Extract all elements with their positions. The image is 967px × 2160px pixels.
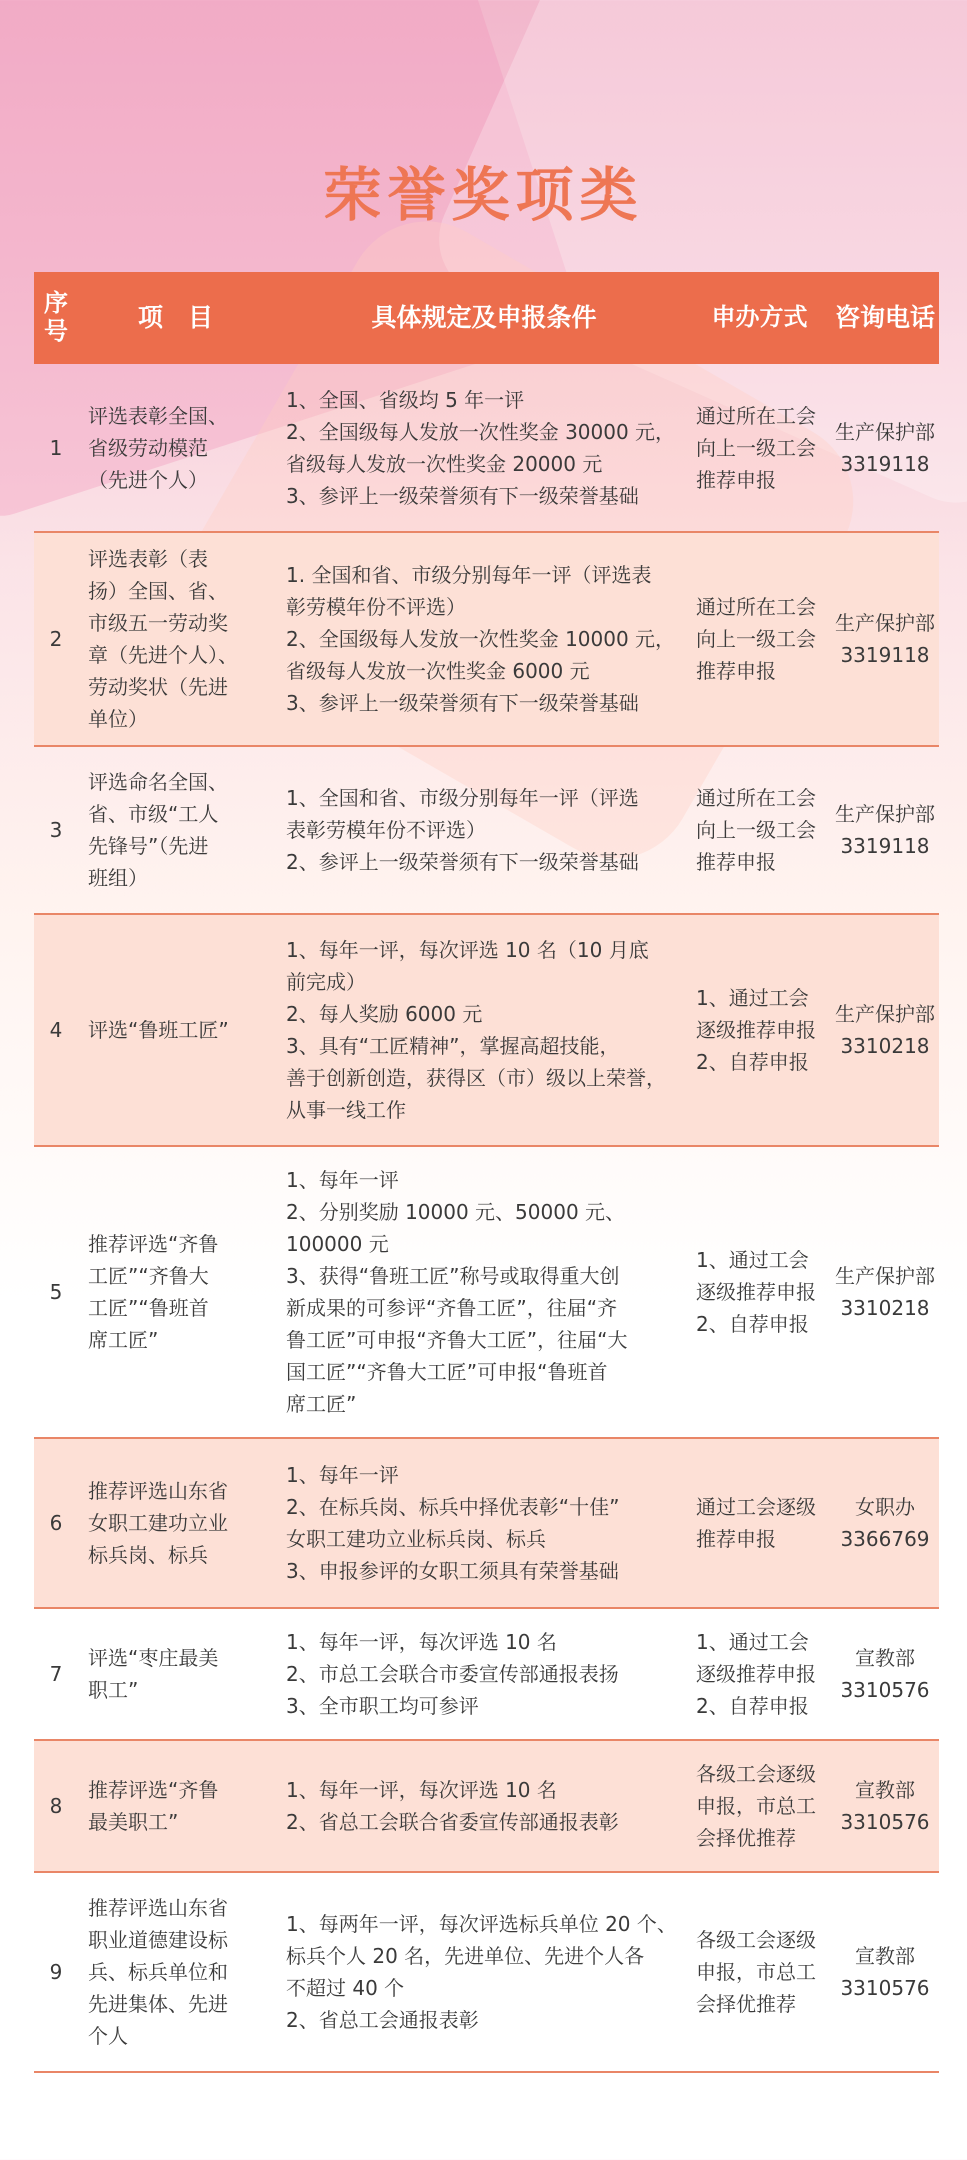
rule-line: 善于创新创造，获得区（市）级以上荣誉， [286,1066,666,1090]
method-line: 会择优推荐 [696,1992,796,2016]
project-line: 推荐评选“齐鲁 [88,1778,219,1802]
contact-line: 生产保护部 [835,419,935,444]
rule-line: 彰劳模年份不评选） [286,595,466,619]
project-line: 省级劳动模范 [88,435,208,460]
rule-line: 3、参评上一级荣誉须有下一级荣誉基础 [286,691,639,715]
method-cell [688,1740,831,1872]
project-line: 章（先进个人）、 [88,643,238,667]
project-line: 职业道德建设标 [88,1928,228,1952]
project-cell [78,1146,280,1438]
rule-line: 2、全国级每人发放一次性奖金 10000 元， [286,627,676,651]
rule-line: 前完成） [286,970,366,994]
project-cell [78,364,280,532]
project-line: 劳动奖状（先进 [88,675,228,699]
project-cell [78,1438,280,1608]
contact-cell [831,1438,939,1608]
contact-line: 3310218 [840,1296,930,1320]
project-line: 标兵岗、标兵 [88,1543,208,1567]
table-row [34,746,939,914]
method-line: 逐级推荐申报 [696,1280,816,1304]
rule-line: 3、获得“鲁班工匠”称号或取得重大创 [286,1264,620,1288]
rule-line: 1. 全国和省、市级分别每年一评（评选表 [286,563,652,587]
method-line: 推荐申报 [696,850,776,874]
project-cell [78,914,280,1146]
rule-line: 2、省总工会联合省委宣传部通报表彰 [286,1810,619,1834]
table-row [34,1146,939,1438]
rule-line: 新成果的可参评“齐鲁工匠”，往届“齐 [286,1296,618,1320]
method-line: 2、自荐申报 [696,1694,809,1718]
project-line: 市级五一劳动奖 [88,611,228,635]
rules-cell [280,1740,688,1872]
rule-line: 1、全国、省级均 5 年一评 [286,387,525,412]
project-line: 扬）全国、省、 [88,579,228,603]
row-number: 7 [34,1608,78,1740]
rule-line: 2、市总工会联合市委宣传部通报表扬 [286,1662,619,1686]
row-number: 8 [34,1740,78,1872]
project-line: 推荐评选山东省 [88,1896,228,1920]
contact-line: 3310576 [840,1976,930,2000]
method-line: 各级工会逐级 [696,1928,816,1952]
method-cell [688,746,831,914]
contact-cell [831,1872,939,2072]
rules-cell [280,1438,688,1608]
rules-cell [280,1608,688,1740]
method-line: 2、自荐申报 [696,1312,809,1336]
contact-line: 生产保护部 [835,611,935,635]
rule-line: 1、每两年一评，每次评选标兵单位 20 个、 [286,1912,677,1936]
contact-line: 女职办 [855,1495,915,1519]
rule-line: 3、参评上一级荣誉须有下一级荣誉基础 [286,483,639,508]
contact-line: 3310576 [840,1810,930,1834]
contact-cell [831,1146,939,1438]
table-row [34,1872,939,2072]
project-line: 先进集体、先进 [88,1992,228,2016]
method-line: 1、通过工会 [696,1630,809,1654]
method-line: 向上一级工会 [696,627,816,651]
row-number: 4 [34,914,78,1146]
method-line: 逐级推荐申报 [696,1018,816,1042]
rule-line: 2、每人奖励 6000 元 [286,1002,483,1026]
rules-cell [280,914,688,1146]
row-number: 6 [34,1438,78,1608]
rule-line: 女职工建功立业标兵岗、标兵 [286,1527,546,1551]
project-line: （先进个人） [88,467,208,492]
contact-cell [831,1608,939,1740]
rule-line: 2、参评上一级荣誉须有下一级荣誉基础 [286,850,639,874]
method-line: 会择优推荐 [696,1826,796,1850]
awards-table [34,272,939,2073]
rule-line: 3、具有“工匠精神”，掌握高超技能， [286,1034,620,1058]
project-line: 评选表彰全国、 [88,403,228,428]
project-line: 工匠”“齐鲁大 [88,1264,209,1288]
method-cell [688,532,831,746]
project-line: 评选命名全国、 [88,770,228,794]
row-number: 2 [34,532,78,746]
header-rules: 具体规定及申报条件 [280,272,688,364]
rules-cell [280,364,688,532]
row-number: 3 [34,746,78,914]
rule-line: 1、每年一评 [286,1168,399,1192]
project-line: 推荐评选“齐鲁 [88,1232,219,1256]
table-row [34,532,939,746]
method-line: 申报，市总工 [696,1794,816,1818]
contact-cell [831,914,939,1146]
header-method: 申办方式 [688,272,831,364]
rule-line: 标兵个人 20 名，先进单位、先进个人各 [286,1944,645,1968]
table-row [34,1438,939,1608]
method-line: 1、通过工会 [696,1248,809,1272]
method-line: 各级工会逐级 [696,1762,816,1786]
project-line: 班组） [88,866,148,890]
row-number: 1 [34,364,78,532]
contact-cell [831,1740,939,1872]
rule-line: 3、申报参评的女职工须具有荣誉基础 [286,1559,619,1583]
rule-line: 省级每人发放一次性奖金 20000 元 [286,451,603,476]
rule-line: 国工匠”“齐鲁大工匠”可申报“鲁班首 [286,1360,608,1384]
project-line: 席工匠” [88,1328,159,1352]
contact-cell [831,746,939,914]
rule-line: 2、在标兵岗、标兵中择优表彰“十佳” [286,1495,620,1519]
rule-line: 1、每年一评，每次评选 10 名 [286,1630,557,1654]
method-line: 2、自荐申报 [696,1050,809,1074]
header-project: 项 目 [78,272,280,364]
row-number: 5 [34,1146,78,1438]
contact-cell [831,364,939,532]
contact-line: 3319118 [840,451,930,476]
rule-line: 100000 元 [286,1232,389,1256]
contact-line: 3319118 [840,834,930,858]
method-line: 向上一级工会 [696,818,816,842]
rule-line: 2、分别奖励 10000 元、50000 元、 [286,1200,626,1224]
row-number: 9 [34,1872,78,2072]
method-line: 申报，市总工 [696,1960,816,1984]
method-line: 推荐申报 [696,467,776,492]
rule-line: 席工匠” [286,1392,357,1416]
method-cell [688,1146,831,1438]
project-line: 个人 [88,2024,128,2048]
method-line: 通过所在工会 [696,595,816,619]
project-line: 兵、标兵单位和 [88,1960,228,1984]
contact-line: 3310218 [840,1034,930,1058]
rule-line: 表彰劳模年份不评选） [286,818,486,842]
project-line: 推荐评选山东省 [88,1479,228,1503]
rule-line: 1、每年一评，每次评选 10 名（10 月底 [286,938,649,962]
rule-line: 2、全国级每人发放一次性奖金 30000 元， [286,419,676,444]
method-cell [688,1872,831,2072]
method-line: 推荐申报 [696,1527,776,1551]
rule-line: 2、省总工会通报表彰 [286,2008,479,2032]
project-line: 工匠”“鲁班首 [88,1296,209,1320]
header-contact: 咨询电话 [831,272,939,364]
project-line: 省、市级“工人 [88,802,219,826]
contact-line: 生产保护部 [835,802,935,826]
rules-cell [280,1872,688,2072]
table-row [34,1740,939,1872]
method-line: 1、通过工会 [696,986,809,1010]
method-cell [688,1438,831,1608]
rule-line: 鲁工匠”可申报“齐鲁大工匠”，往届“大 [286,1328,628,1352]
project-line: 评选表彰（表 [88,547,208,571]
header-num: 序号 [34,272,78,364]
rule-line: 不超过 40 个 [286,1976,405,2000]
page-title: 荣誉奖项类 [323,161,644,229]
project-line: 最美职工” [88,1810,179,1834]
project-line: 先锋号”（先进 [88,834,209,858]
table-row [34,914,939,1146]
rules-cell [280,532,688,746]
contact-line: 宣教部 [855,1944,915,1968]
method-line: 通过所在工会 [696,403,816,428]
project-line: 职工” [88,1678,139,1702]
rules-cell [280,1146,688,1438]
project-line: 评选“鲁班工匠” [88,1018,229,1042]
method-cell [688,1608,831,1740]
rule-line: 1、每年一评，每次评选 10 名 [286,1778,557,1802]
method-line: 推荐申报 [696,659,776,683]
method-cell [688,914,831,1146]
table-row [34,364,939,532]
method-line: 向上一级工会 [696,435,816,460]
contact-line: 生产保护部 [835,1002,935,1026]
project-cell [78,746,280,914]
rule-line: 从事一线工作 [286,1098,406,1122]
project-line: 评选“枣庄最美 [88,1646,219,1670]
contact-line: 3319118 [840,643,930,667]
rule-line: 省级每人发放一次性奖金 6000 元 [286,659,590,683]
table-row [34,1608,939,1740]
rule-line: 3、全市职工均可参评 [286,1694,479,1718]
contact-line: 生产保护部 [835,1264,935,1288]
project-line: 女职工建功立业 [88,1511,228,1535]
project-line: 单位） [88,707,148,731]
method-line: 通过工会逐级 [696,1495,816,1519]
method-line: 逐级推荐申报 [696,1662,816,1686]
rule-line: 1、每年一评 [286,1463,399,1487]
contact-line: 3310576 [840,1678,930,1702]
contact-line: 宣教部 [855,1646,915,1670]
rules-cell [280,746,688,914]
method-cell [688,364,831,532]
method-line: 通过所在工会 [696,786,816,810]
contact-cell [831,532,939,746]
contact-line: 3366769 [840,1527,930,1551]
project-cell [78,532,280,746]
project-cell [78,1608,280,1740]
contact-line: 宣教部 [855,1778,915,1802]
table-header-row [34,272,939,364]
project-cell [78,1872,280,2072]
project-cell [78,1740,280,1872]
rule-line: 1、全国和省、市级分别每年一评（评选 [286,786,639,810]
